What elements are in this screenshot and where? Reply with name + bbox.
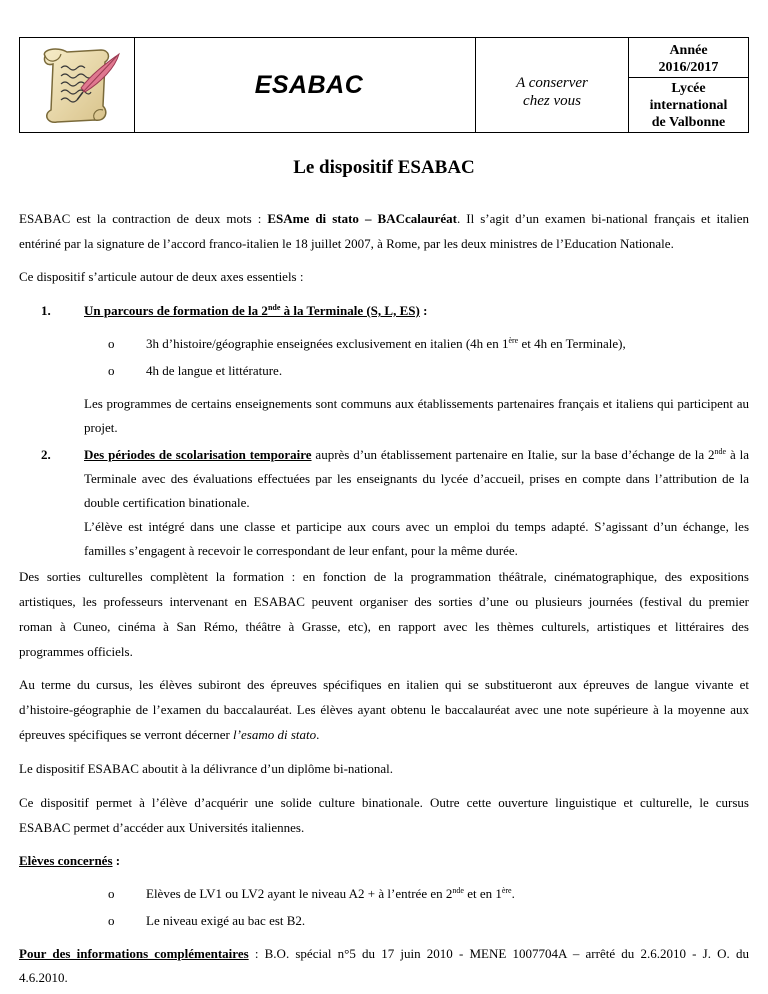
school-box	[629, 78, 748, 132]
info-cell	[629, 38, 748, 132]
eleves-bullet-1-sup1: nde	[452, 886, 464, 895]
infos-line-1	[19, 946, 749, 962]
axis-1-title-colon: :	[419, 303, 428, 318]
axis-2-line-1-a: auprès d’un établissement partenaire en Italie, sur la base d’échange de la 2	[311, 447, 715, 462]
axis-1-number: 1.	[41, 303, 51, 318]
eleves-bullet-1	[146, 886, 515, 902]
sorties-line-3: roman à Cuneo, cinéma à San Rémo, théâtre à Grasse, etc), en rapport avec les thèmes culturels, artistiques et littéraires des	[19, 619, 749, 634]
infos-line-2: 4.6.2010.	[19, 970, 68, 985]
keep-line-1: A conserver	[516, 75, 588, 91]
axis-1-bullet-1-b: et 4h en Terminale),	[518, 336, 626, 351]
program-title: ESABAC	[254, 70, 364, 99]
eleves-heading	[19, 853, 120, 869]
school-line-1: Lycée	[671, 80, 706, 96]
year-label: Année	[669, 42, 708, 58]
axis-2-line-3: double certification binationale.	[84, 495, 250, 510]
eleves-bullet-1-sup2: ère	[501, 886, 512, 895]
intro-line-1	[19, 211, 749, 227]
eleves-heading-text: Elèves concernés	[19, 853, 113, 868]
culture-line-2: ESABAC permet d’accéder aux Universités italiennes.	[19, 820, 305, 835]
axis-1-bullet-1	[146, 336, 626, 352]
bullet-marker: o	[108, 886, 115, 901]
sorties-line-2: artistiques, les professeurs intervenant en ESABAC peuvent organiser des sorties d’une ou plusieurs journées (festival du premier	[19, 594, 749, 609]
intro-text: ESABAC est la contraction de deux mots :	[19, 211, 268, 226]
bullet-marker: o	[108, 336, 115, 351]
school-line-2: international	[649, 97, 728, 113]
year-box	[629, 40, 748, 78]
eleves-heading-colon: :	[112, 853, 121, 868]
axis-1-bullet-2: 4h de langue et littérature.	[146, 363, 283, 378]
axis-1-title-sup: nde	[267, 303, 281, 312]
axis-2-number: 2.	[41, 447, 51, 462]
infos-text: : B.O. spécial n°5 du 17 juin 2010 - MENE 1007704A – arrêté du 2.6.2010 - J. O. du	[248, 946, 749, 961]
eleves-bullet-1-c: .	[511, 886, 515, 901]
bullet-marker: o	[108, 363, 115, 378]
title-cell	[135, 38, 476, 132]
axis-1-bullet-1-a: 3h d’histoire/géographie enseignées exclusivement en italien (4h en 1	[146, 336, 509, 351]
eleves-bullet-2: Le niveau exigé au bac est B2.	[146, 913, 306, 928]
intro-line-2: entériné par la signature de l’accord franco-italien le 18 juillet 2007, à Rome, par les deux ministres de l’Education Nationale.	[19, 236, 674, 251]
eleves-bullet-1-b: et en 1	[463, 886, 502, 901]
intro-text-end: . Il s’agit d’un examen bi-national français et italien	[456, 211, 749, 226]
cursus-line-2: d’histoire-géographie de l’examen du baccalauréat. Les élèves ayant obtenu le baccalauréat avec une note supérieure à la moyenne aux	[19, 702, 749, 717]
document-title: Le dispositif ESABAC	[293, 157, 475, 178]
axis-1-title-a: Un parcours de formation de la 2	[84, 303, 268, 318]
axis-2-line-5: familles s’engagent à recevoir le correspondant de leur enfant, pour la même durée.	[84, 543, 518, 558]
school-line-3: de Valbonne	[651, 114, 726, 130]
axis-2-line-1-sup: nde	[714, 447, 727, 456]
culture-line-1: Ce dispositif permet à l’élève d’acquérir une solide culture binationale. Outre cette ouverture linguistique et culturelle, le cursus	[19, 795, 749, 810]
diplome-line: Le dispositif ESABAC aboutit à la délivrance d’un diplôme bi-national.	[19, 761, 394, 776]
axis-1-title-b: à la Terminale (S, L, ES)	[280, 303, 420, 318]
sorties-line-1: Des sorties culturelles complètent la formation : en fonction de la programmation théâtrale, cinématographique, des expositions	[19, 569, 749, 584]
axis-1-title	[84, 303, 427, 319]
bullet-marker: o	[108, 913, 115, 928]
year-value: 2016/2017	[658, 59, 719, 75]
cursus-line-3	[19, 727, 319, 743]
logo-cell	[20, 38, 135, 132]
header-table	[19, 37, 749, 133]
axes-intro: Ce dispositif s’articule autour de deux axes essentiels :	[19, 269, 304, 284]
parchment-quill-icon	[31, 42, 123, 128]
keep-cell	[476, 38, 629, 132]
axis-1-note-line-2: projet.	[84, 420, 118, 435]
keep-line-2: chez vous	[523, 93, 581, 109]
cursus-line-1: Au terme du cursus, les élèves subiront des épreuves spécifiques en italien qui se substitueront aux épreuves de langue vivante et	[19, 677, 749, 692]
axis-2-line-1	[84, 447, 749, 463]
axis-1-bullet-1-sup: ère	[508, 336, 519, 345]
cursus-esamo: l’esamo di stato	[233, 727, 317, 742]
axis-2-title: Des périodes de scolarisation temporaire	[84, 447, 312, 462]
eleves-bullet-1-a: Elèves de LV1 ou LV2 ayant le niveau A2 + à l’entrée en 2	[146, 886, 453, 901]
axis-2-line-1-b: à la	[726, 447, 749, 462]
axis-2-line-2: Terminale avec des évaluations effectuées par les enseignants du lycée d’accueil, prises en compte dans l’attribution de la	[84, 471, 749, 486]
cursus-line-3-end: .	[316, 727, 320, 742]
intro-acronym: ESAme di stato – BACcalauréat	[267, 211, 457, 226]
infos-heading: Pour des informations complémentaires	[19, 946, 249, 961]
axis-1-note-line-1: Les programmes de certains enseignements sont communs aux établissements partenaires français et italiens qui participent au	[84, 396, 749, 411]
sorties-line-4: programmes officiels.	[19, 644, 133, 659]
axis-2-line-4: L’élève est intégré dans une classe et participe aux cours avec un emploi du temps adapté. S’agissant d’un échange, les	[84, 519, 749, 534]
cursus-line-3-a: épreuves spécifiques se verront décerner	[19, 727, 234, 742]
